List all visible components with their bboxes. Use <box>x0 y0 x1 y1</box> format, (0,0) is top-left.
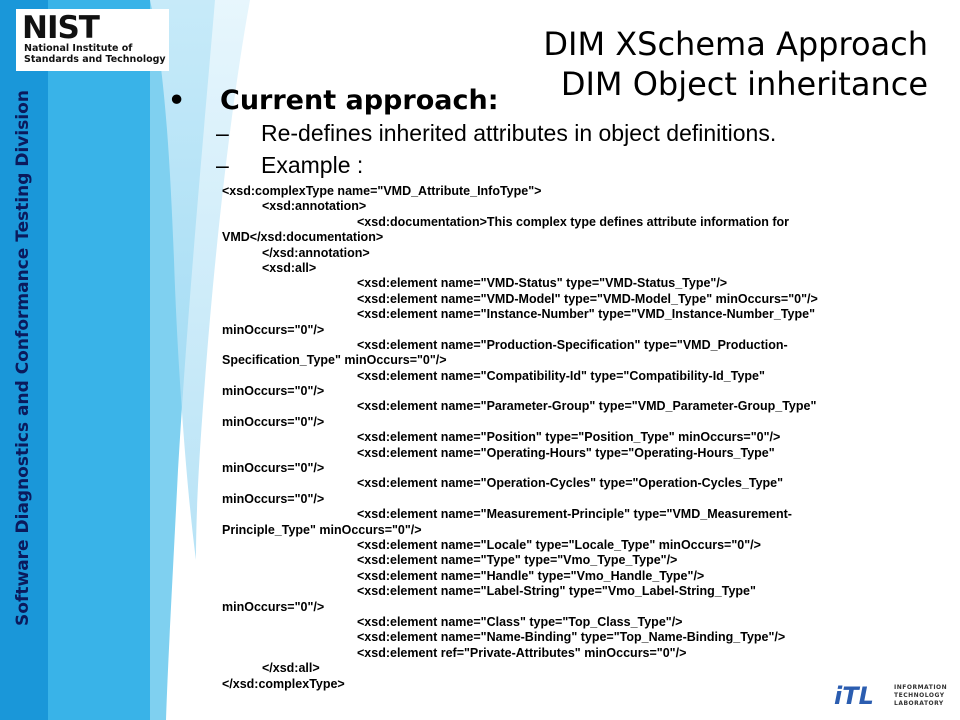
bullet-dot-icon: • <box>168 85 186 116</box>
code-line: <xsd:complexType name="VMD_Attribute_InfoType"> <box>222 184 542 198</box>
code-line: minOccurs="0"/> <box>222 414 325 429</box>
code-line: minOccurs="0"/> <box>222 384 325 399</box>
xsd-code-example <box>222 184 872 692</box>
code-line: <xsd:element name="Instance-Number" type="VMD_Instance-Number_Type" <box>357 307 815 322</box>
code-line: <xsd:element name="VMD-Model" type="VMD-Model_Type" minOccurs="0"/> <box>357 291 818 306</box>
code-line: <xsd:all> <box>262 260 317 275</box>
code-line: <xsd:element name="Label-String" type="Vmo_Label-String_Type" <box>357 584 756 599</box>
code-line: minOccurs="0"/> <box>222 491 325 506</box>
code-line: <xsd:element name="VMD-Status" type="VMD-Status_Type"/> <box>357 276 728 291</box>
itl-logo-text: INFORMATION TECHNOLOGY LABORATORY <box>894 684 948 707</box>
code-line: <xsd:element name="Class" type="Top_Class_Type"/> <box>357 614 683 629</box>
code-line: <xsd:element name="Operation-Cycles" type="Operation-Cycles_Type" <box>357 476 784 491</box>
nist-logo-subtitle: National Institute of Standards and Technology <box>24 43 166 65</box>
slide-title <box>543 24 928 104</box>
code-line: <xsd:documentation>This complex type defines attribute information for <box>357 214 790 229</box>
code-line: </xsd:annotation> <box>262 245 370 260</box>
itl-logo <box>830 680 948 712</box>
code-line: <xsd:element name="Compatibility-Id" type="Compatibility-Id_Type" <box>357 368 765 383</box>
slide-title-line-1: DIM XSchema Approach <box>543 25 928 63</box>
itl-logo-mark: iTL <box>834 682 874 710</box>
code-line: VMD</xsd:documentation> <box>222 230 384 245</box>
code-line: <xsd:annotation> <box>262 199 367 214</box>
code-line: minOccurs="0"/> <box>222 599 325 614</box>
bullet-current-approach <box>168 84 499 118</box>
code-line: </xsd:all> <box>262 661 320 676</box>
sub-bullet-text: Example : <box>261 152 364 178</box>
code-line: <xsd:element name="Handle" type="Vmo_Handle_Type"/> <box>357 568 705 583</box>
code-line: <xsd:element name="Name-Binding" type="Top_Name-Binding_Type"/> <box>357 630 786 645</box>
bullet-text: Current approach: <box>220 85 499 116</box>
dash-icon: – <box>216 152 229 178</box>
code-line: <xsd:element name="Production-Specification" type="VMD_Production- <box>357 337 788 352</box>
code-line: <xsd:element name="Locale" type="Locale_Type" minOccurs="0"/> <box>357 537 761 552</box>
sub-bullet-text: Re-defines inherited attributes in object definitions. <box>261 120 777 146</box>
code-line: <xsd:element name="Operating-Hours" type="Operating-Hours_Type" <box>357 445 775 460</box>
nist-logo-mark: NIST <box>22 10 99 46</box>
code-line: minOccurs="0"/> <box>222 322 325 337</box>
code-line: minOccurs="0"/> <box>222 461 325 476</box>
code-line: <xsd:element name="Measurement-Principle" type="VMD_Measurement- <box>357 507 792 522</box>
sub-bullet-example <box>216 151 363 179</box>
code-line: Principle_Type" minOccurs="0"/> <box>222 522 422 537</box>
code-line: Specification_Type" minOccurs="0"/> <box>222 353 447 368</box>
slide-title-line-2: DIM Object inheritance <box>560 65 928 103</box>
sub-bullet-redefines <box>216 119 776 147</box>
dash-icon: – <box>216 120 229 146</box>
code-line: <xsd:element name="Type" type="Vmo_Type_Type"/> <box>357 553 678 568</box>
code-line: </xsd:complexType> <box>222 676 345 691</box>
code-line: <xsd:element name="Position" type="Position_Type" minOccurs="0"/> <box>357 430 781 445</box>
division-side-title: Software Diagnostics and Conformance Testing Division <box>13 90 33 626</box>
code-line: <xsd:element ref="Private-Attributes" minOccurs="0"/> <box>357 645 687 660</box>
code-line: <xsd:element name="Parameter-Group" type="VMD_Parameter-Group_Type" <box>357 399 817 414</box>
